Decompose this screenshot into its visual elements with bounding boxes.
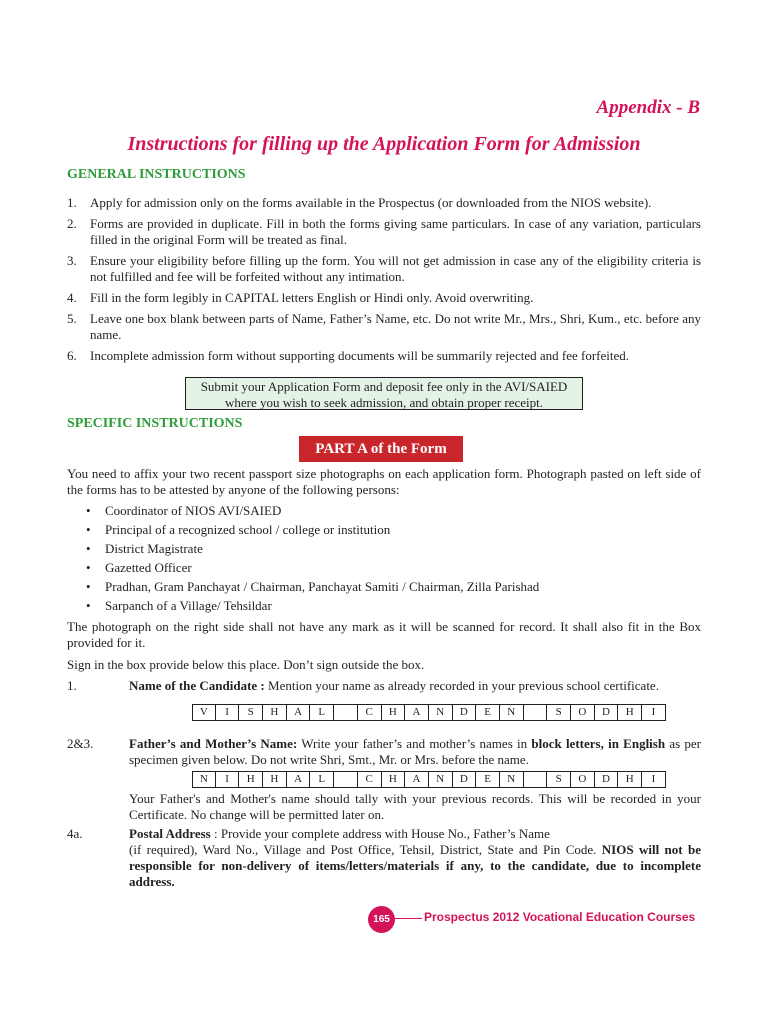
letter-box: A xyxy=(405,771,429,788)
list-number: 1. xyxy=(67,195,77,210)
general-instructions-list xyxy=(67,195,701,369)
letter-box: D xyxy=(595,771,619,788)
letter-box: E xyxy=(476,771,500,788)
attesting-persons-list xyxy=(86,501,539,615)
photograph-intro: You need to affix your two recent passport size photographs on each application form. Photograph pasted on left side of the forms has to be attested by anyone of the following persons: xyxy=(67,466,701,497)
list-item xyxy=(67,290,701,306)
list-text: Sarpanch of a Village/ Tehsildar xyxy=(105,598,272,613)
bullet-icon: • xyxy=(86,598,91,613)
letter-box xyxy=(524,704,548,721)
letter-box: D xyxy=(595,704,619,721)
submission-notice-box xyxy=(185,377,583,410)
appendix-label: Appendix - B xyxy=(596,97,700,118)
list-text: Principal of a recognized school / college or institution xyxy=(105,522,391,537)
photograph-note: The photograph on the right side shall not have any mark as it will be scanned for record. It shall also fit in the Box provided for it. xyxy=(67,619,701,650)
letter-box: H xyxy=(263,704,287,721)
list-text: Apply for admission only on the forms available in the Prospectus (or downloaded from the NIOS website). xyxy=(90,195,652,210)
list-text: Incomplete admission form without supporting documents will be summarily rejected and fee forfeited. xyxy=(90,348,629,363)
item-label: Father’s and Mother’s Name: xyxy=(129,736,298,751)
letter-box: I xyxy=(216,771,240,788)
letter-box xyxy=(524,771,548,788)
list-item xyxy=(86,520,539,539)
item-number: 2&3. xyxy=(67,736,94,751)
page-number: 165 xyxy=(368,906,395,933)
list-item xyxy=(67,195,701,211)
footer-divider xyxy=(395,918,422,919)
item-text: as per specimen given below. Do not write Shri, Smt., Mr. or Mrs. before the name. xyxy=(129,736,701,767)
item-number: 4a. xyxy=(67,826,83,841)
item-text: Write your father’s and mother’s names in xyxy=(297,736,532,751)
bullet-icon: • xyxy=(86,579,91,594)
list-number: 5. xyxy=(67,311,77,326)
letter-box: N xyxy=(192,771,216,788)
letter-box: L xyxy=(310,771,334,788)
signature-note: Sign in the box provide below this place. Don’t sign outside the box. xyxy=(67,657,425,672)
item-text: : Provide your complete address with House No., Father’s Name xyxy=(210,826,550,841)
letter-box: E xyxy=(476,704,500,721)
part-a-label: PART A of the Form xyxy=(299,436,463,462)
list-text: Ensure your eligibility before filling up the form. You will not get admission in case any of the eligibility criteria is not fulfilled and fee will be forfeited without any intimation. xyxy=(90,253,701,284)
list-item xyxy=(67,253,701,285)
letter-box: H xyxy=(382,704,406,721)
letter-box: N xyxy=(429,771,453,788)
letter-box: I xyxy=(642,704,666,721)
item-text: (if required), Ward No., Village and Post Office, Tehsil, District, State and Pin Code. xyxy=(129,842,602,857)
letter-box: H xyxy=(263,771,287,788)
list-text: Pradhan, Gram Panchayat / Chairman, Panchayat Samiti / Chairman, Zilla Parishad xyxy=(105,579,540,594)
letter-box: S xyxy=(547,771,571,788)
letter-box xyxy=(334,771,358,788)
letter-box: I xyxy=(216,704,240,721)
candidate-name-specimen-boxes xyxy=(192,704,666,721)
bullet-icon: • xyxy=(86,541,91,556)
list-text: Forms are provided in duplicate. Fill in both the forms giving same particulars. In case of any variation, particulars filled in the original Form will be treated as final. xyxy=(90,216,701,247)
footer-title: Prospectus 2012 Vocational Education Courses xyxy=(424,910,696,924)
item-label: Postal Address xyxy=(129,826,211,841)
bullet-icon: • xyxy=(86,503,91,518)
letter-box: H xyxy=(618,704,642,721)
page-title: Instructions for filling up the Application Form for Admission xyxy=(127,133,641,155)
letter-box: A xyxy=(405,704,429,721)
letter-box: L xyxy=(310,704,334,721)
list-text: Fill in the form legibly in CAPITAL letters English or Hindi only. Avoid overwriting. xyxy=(90,290,534,305)
list-item xyxy=(67,216,701,248)
list-text: District Magistrate xyxy=(105,541,203,556)
parents-name-note xyxy=(67,791,701,823)
notice-line: where you wish to seek admission, and obtain proper receipt. xyxy=(224,394,544,410)
list-text: Coordinator of NIOS AVI/SAIED xyxy=(105,503,282,518)
list-item xyxy=(67,348,701,364)
list-item xyxy=(67,311,701,343)
list-number: 3. xyxy=(67,253,77,268)
letter-box: D xyxy=(453,704,477,721)
letter-box: C xyxy=(358,704,382,721)
postal-address-instruction xyxy=(67,826,701,890)
letter-box: A xyxy=(287,771,311,788)
bullet-icon: • xyxy=(86,560,91,575)
letter-box: H xyxy=(239,771,263,788)
letter-box xyxy=(334,704,358,721)
letter-box: O xyxy=(571,704,595,721)
letter-box: N xyxy=(500,771,524,788)
candidate-name-instruction xyxy=(67,678,701,694)
specific-instructions-heading: SPECIFIC INSTRUCTIONS xyxy=(67,416,243,431)
list-text: Leave one box blank between parts of Name, Father’s Name, etc. Do not write Mr., Mrs., Shri, Kum., etc. before any name. xyxy=(90,311,701,342)
letter-box: O xyxy=(571,771,595,788)
letter-box: C xyxy=(358,771,382,788)
letter-box: N xyxy=(429,704,453,721)
letter-box: S xyxy=(239,704,263,721)
general-instructions-heading: GENERAL INSTRUCTIONS xyxy=(67,167,246,182)
letter-box: V xyxy=(192,704,216,721)
item-emphasis: block letters, in English xyxy=(531,736,666,751)
letter-box: H xyxy=(618,771,642,788)
letter-box: D xyxy=(453,771,477,788)
note-text: Your Father's and Mother's name should tally with your previous records. This will be recorded in your Certificate. No change will be permitted later on. xyxy=(129,791,701,822)
parents-name-instruction xyxy=(67,736,701,768)
list-number: 2. xyxy=(67,216,77,231)
list-text: Gazetted Officer xyxy=(105,560,192,575)
item-emphasis: NIOS will not be responsible for non-delivery of items/letters/materials if any, to the candidate, due to incomplete address. xyxy=(129,842,702,889)
list-item xyxy=(86,577,539,596)
parents-name-specimen-boxes xyxy=(192,771,666,788)
letter-box: H xyxy=(382,771,406,788)
list-item xyxy=(86,539,539,558)
letter-box: I xyxy=(642,771,666,788)
item-label: Name of the Candidate : xyxy=(129,678,265,693)
list-number: 6. xyxy=(67,348,77,363)
item-text: Mention your name as already recorded in your previous school certificate. xyxy=(264,678,659,693)
list-item xyxy=(86,596,539,615)
notice-line: Submit your Application Form and deposit fee only in the AVI/SAIED xyxy=(200,379,568,394)
list-item xyxy=(86,558,539,577)
letter-box: N xyxy=(500,704,524,721)
list-item xyxy=(86,501,539,520)
letter-box: S xyxy=(547,704,571,721)
bullet-icon: • xyxy=(86,522,91,537)
item-number: 1. xyxy=(67,678,77,693)
list-number: 4. xyxy=(67,290,77,305)
letter-box: A xyxy=(287,704,311,721)
